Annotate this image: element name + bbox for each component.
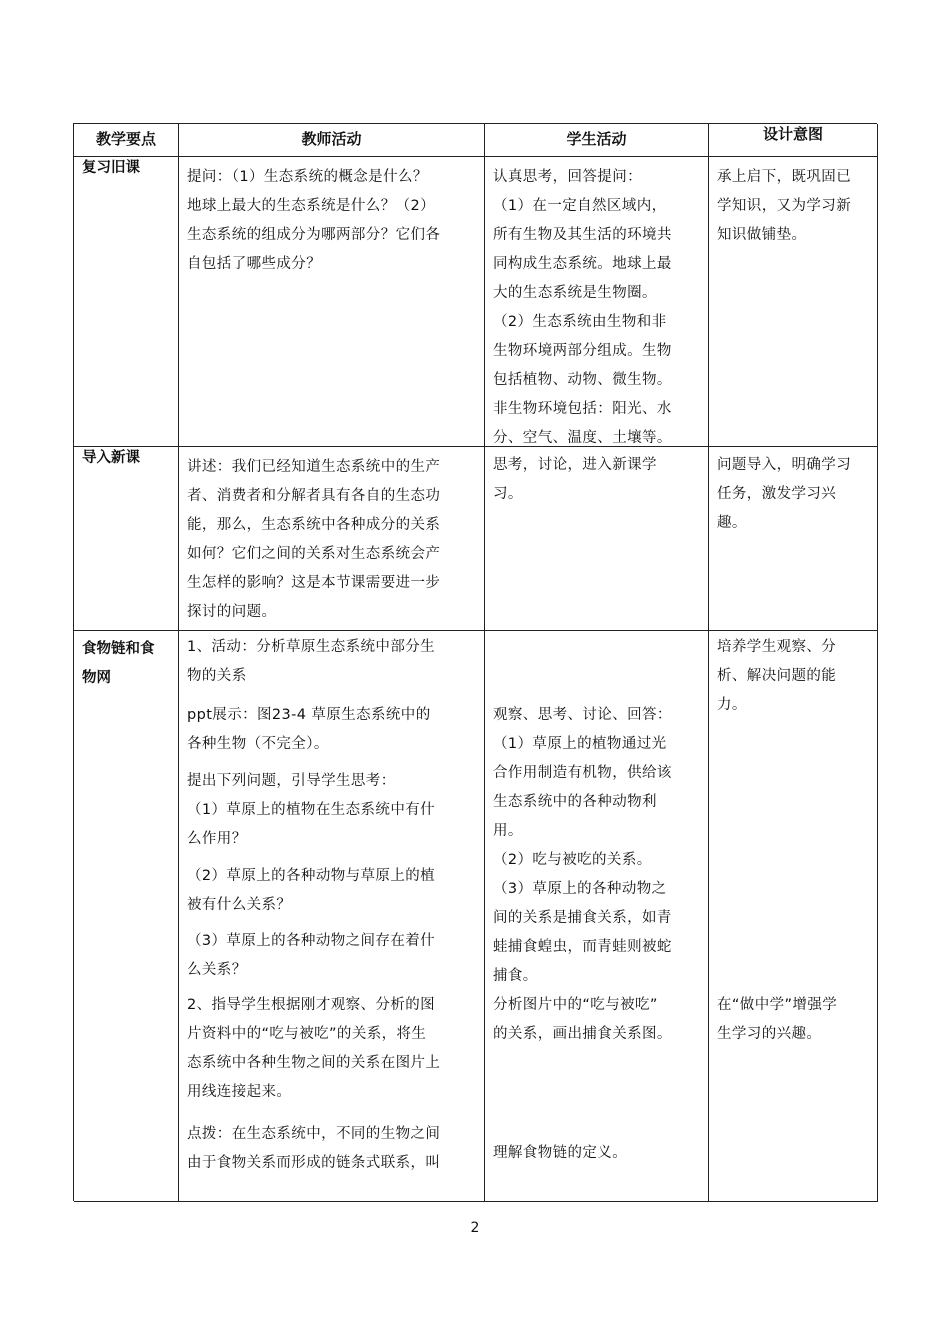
student-block-answers: 观察、思考、讨论、回答： （1）草原上的植物通过光 合作用制造有机物，供给该 生态系统中的各种动物利 用。 （2）吃与被吃的关系。 （3）草原上的各种动物之 间的关系是捕食关系，如青 蛙捕食蝗虫，而青蛙则被蛇 捕食。 <box>493 707 672 984</box>
teacher-block-ppt: ppt展示：图23-4 草原生态系统中的 各种生物（不完全）。 <box>187 707 431 752</box>
header-teacher: 教师活动 <box>179 124 485 157</box>
row1-point-cell <box>74 157 179 447</box>
row3-point: 食物链和食 物网 <box>82 641 155 686</box>
row1-student-text: 认真思考，回答提问： （1）在一定自然区域内， 所有生物及其生活的环境共 同构成生态系统。地球上最 大的生态系统是生物圈。 （2）生态系统由生物和非 生物环境两部分组成。生物 包括植物、动物、微生物。 非生物环境包括：阳光、水 分、空气、温度、土壤等。 <box>493 169 672 446</box>
teacher-block-guide: 2、指导学生根据刚才观察、分析的图 片资料中的“吃与被吃”的关系，将生 态系统中各种生物之间的关系在图片上 用线连接起来。 <box>187 997 441 1100</box>
row2-teacher-text: 讲述：我们已经知道生态系统中的生产 者、消费者和分解者具有各自的生态功 能，那么，生态系统中各种成分的关系 如何？它们之间的关系对生态系统会产 生怎样的影响？这是本节课需要进一步 探讨的问题。 <box>187 459 441 620</box>
student-block-draw: 分析图片中的“吃与被吃” 的关系，画出捕食关系图。 <box>493 997 672 1042</box>
header-intent: 设计意图 <box>709 124 878 157</box>
row2-point: 导入新课 <box>82 450 140 466</box>
row3-student-cell <box>485 631 709 1202</box>
teacher-block-activity: 1、活动：分析草原生态系统中部分生 物的关系 <box>187 639 436 684</box>
row1-intent-cell <box>709 157 878 447</box>
row2-teacher-cell <box>179 447 485 631</box>
row1-teacher-text: 提问：（1）生态系统的概念是什么？ 地球上最大的生态系统是什么？（2） 生态系统的组成分为哪两部分？它们各 自包括了哪些成分？ <box>187 169 441 272</box>
row1-point: 复习旧课 <box>82 160 140 176</box>
row3-teacher-cell <box>179 631 485 1202</box>
row1-student-cell <box>485 157 709 447</box>
teacher-block-questions: 提出下列问题，引导学生思考： （1）草原上的植物在生态系统中有什 么作用？ <box>187 773 436 847</box>
teacher-block-q3: （3）草原上的各种动物之间存在着什 么关系？ <box>187 933 436 978</box>
row1-teacher-cell <box>179 157 485 447</box>
row3-intent-cell <box>709 631 878 1202</box>
intent-block-abilities: 培养学生观察、分 析、解决问题的能 力。 <box>717 639 837 713</box>
row2-student-text: 思考，讨论，进入新课学 习。 <box>493 457 657 502</box>
teacher-block-q2: （2）草原上的各种动物与草原上的植 被有什么关系？ <box>187 868 436 913</box>
row2-student-cell <box>485 447 709 631</box>
page-number: 2 <box>470 1220 480 1236</box>
teacher-block-point-out: 点拨：在生态系统中，不同的生物之间 由于食物关系而形成的链条式联系，叫 <box>187 1126 441 1171</box>
row2-intent-text: 问题导入，明确学习 任务，激发学习兴 趣。 <box>717 457 852 531</box>
row2-intent-cell <box>709 447 878 631</box>
row1-intent-text: 承上启下，既巩固已 学知识，又为学习新 知识做铺垫。 <box>717 169 852 243</box>
row3-point-cell <box>74 631 179 1202</box>
header-student: 学生活动 <box>485 124 709 157</box>
lesson-plan-table <box>73 123 877 1201</box>
row2-point-cell <box>74 447 179 631</box>
header-point: 教学要点 <box>74 124 179 157</box>
student-block-definition: 理解食物链的定义。 <box>493 1145 628 1161</box>
intent-block-interest: 在“做中学”增强学 生学习的兴趣。 <box>717 997 838 1042</box>
